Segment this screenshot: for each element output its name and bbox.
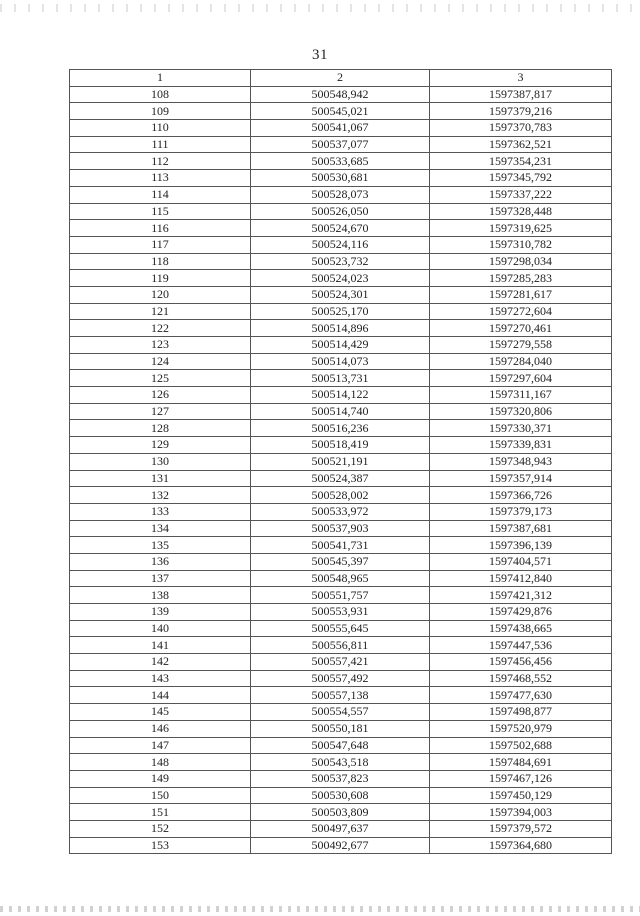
table-row: [70, 270, 612, 287]
y-coordinate-cell: 1597370,783: [430, 120, 612, 137]
y-coordinate-cell: 1597394,003: [430, 804, 612, 821]
y-coordinate-cell: 1597456,456: [430, 654, 612, 671]
y-coordinate-cell: 1597320,806: [430, 403, 612, 420]
x-coordinate-cell: 500533,972: [251, 503, 430, 520]
x-coordinate-cell: 500547,648: [251, 737, 430, 754]
x-coordinate-cell: 500543,518: [251, 754, 430, 771]
y-coordinate-cell: 1597387,681: [430, 520, 612, 537]
table-row: [70, 837, 612, 854]
point-number-cell: 141: [70, 637, 251, 654]
point-number-cell: 148: [70, 754, 251, 771]
table-row: [70, 620, 612, 637]
point-number-cell: 136: [70, 553, 251, 570]
point-number-cell: 131: [70, 470, 251, 487]
table-row: [70, 520, 612, 537]
y-coordinate-cell: 1597298,034: [430, 253, 612, 270]
table-row: [70, 387, 612, 404]
point-number-cell: 114: [70, 186, 251, 203]
scan-artifact-bottom: [0, 906, 640, 912]
table-row: [70, 787, 612, 804]
y-coordinate-cell: 1597387,817: [430, 86, 612, 103]
y-coordinate-cell: 1597319,625: [430, 220, 612, 237]
table-row: [70, 770, 612, 787]
y-coordinate-cell: 1597348,943: [430, 453, 612, 470]
table-row: [70, 103, 612, 120]
scan-artifact-top: [0, 4, 640, 12]
y-coordinate-cell: 1597450,129: [430, 787, 612, 804]
point-number-cell: 132: [70, 487, 251, 504]
table-row: [70, 337, 612, 354]
point-number-cell: 113: [70, 170, 251, 187]
point-number-cell: 150: [70, 787, 251, 804]
x-coordinate-cell: 500524,387: [251, 470, 430, 487]
y-coordinate-cell: 1597311,167: [430, 387, 612, 404]
point-number-cell: 129: [70, 437, 251, 454]
table-row: [70, 687, 612, 704]
x-coordinate-cell: 500548,965: [251, 570, 430, 587]
y-coordinate-cell: 1597502,688: [430, 737, 612, 754]
y-coordinate-cell: 1597362,521: [430, 136, 612, 153]
y-coordinate-cell: 1597498,877: [430, 704, 612, 721]
x-coordinate-cell: 500555,645: [251, 620, 430, 637]
x-coordinate-cell: 500492,677: [251, 837, 430, 854]
table-row: [70, 654, 612, 671]
x-coordinate-cell: 500497,637: [251, 820, 430, 837]
table-row: [70, 420, 612, 437]
x-coordinate-cell: 500530,681: [251, 170, 430, 187]
x-coordinate-cell: 500528,002: [251, 487, 430, 504]
point-number-cell: 112: [70, 153, 251, 170]
y-coordinate-cell: 1597310,782: [430, 236, 612, 253]
table-row: [70, 353, 612, 370]
column-header-3: 3: [430, 70, 612, 87]
table-row: [70, 170, 612, 187]
point-number-cell: 122: [70, 320, 251, 337]
point-number-cell: 147: [70, 737, 251, 754]
point-number-cell: 116: [70, 220, 251, 237]
point-number-cell: 145: [70, 704, 251, 721]
x-coordinate-cell: 500557,421: [251, 654, 430, 671]
table-row: [70, 670, 612, 687]
x-coordinate-cell: 500518,419: [251, 437, 430, 454]
y-coordinate-cell: 1597270,461: [430, 320, 612, 337]
point-number-cell: 143: [70, 670, 251, 687]
x-coordinate-cell: 500528,073: [251, 186, 430, 203]
x-coordinate-cell: 500526,050: [251, 203, 430, 220]
point-number-cell: 138: [70, 587, 251, 604]
x-coordinate-cell: 500523,732: [251, 253, 430, 270]
table-row: [70, 754, 612, 771]
table-row: [70, 86, 612, 103]
y-coordinate-cell: 1597330,371: [430, 420, 612, 437]
y-coordinate-cell: 1597366,726: [430, 487, 612, 504]
point-number-cell: 117: [70, 236, 251, 253]
table-row: [70, 587, 612, 604]
point-number-cell: 118: [70, 253, 251, 270]
y-coordinate-cell: 1597447,536: [430, 637, 612, 654]
x-coordinate-cell: 500503,809: [251, 804, 430, 821]
point-number-cell: 128: [70, 420, 251, 437]
point-number-cell: 135: [70, 537, 251, 554]
table-row: [70, 570, 612, 587]
y-coordinate-cell: 1597297,604: [430, 370, 612, 387]
point-number-cell: 123: [70, 337, 251, 354]
table-row: [70, 720, 612, 737]
x-coordinate-cell: 500548,942: [251, 86, 430, 103]
column-header-2: 2: [251, 70, 430, 87]
table-row: [70, 604, 612, 621]
table-row: [70, 286, 612, 303]
x-coordinate-cell: 500545,397: [251, 553, 430, 570]
table-row: [70, 120, 612, 137]
x-coordinate-cell: 500516,236: [251, 420, 430, 437]
y-coordinate-cell: 1597429,876: [430, 604, 612, 621]
point-number-cell: 133: [70, 503, 251, 520]
table-body: [70, 86, 612, 854]
point-number-cell: 124: [70, 353, 251, 370]
point-number-cell: 144: [70, 687, 251, 704]
y-coordinate-cell: 1597421,312: [430, 587, 612, 604]
table-row: [70, 136, 612, 153]
point-number-cell: 153: [70, 837, 251, 854]
column-header-1: 1: [70, 70, 251, 87]
x-coordinate-cell: 500550,181: [251, 720, 430, 737]
y-coordinate-cell: 1597272,604: [430, 303, 612, 320]
y-coordinate-cell: 1597337,222: [430, 186, 612, 203]
y-coordinate-cell: 1597364,680: [430, 837, 612, 854]
table-row: [70, 403, 612, 420]
y-coordinate-cell: 1597354,231: [430, 153, 612, 170]
point-number-cell: 130: [70, 453, 251, 470]
x-coordinate-cell: 500545,021: [251, 103, 430, 120]
point-number-cell: 108: [70, 86, 251, 103]
point-number-cell: 139: [70, 604, 251, 621]
x-coordinate-cell: 500553,931: [251, 604, 430, 621]
y-coordinate-cell: 1597285,283: [430, 270, 612, 287]
table-row: [70, 804, 612, 821]
y-coordinate-cell: 1597284,040: [430, 353, 612, 370]
point-number-cell: 134: [70, 520, 251, 537]
y-coordinate-cell: 1597339,831: [430, 437, 612, 454]
y-coordinate-cell: 1597281,617: [430, 286, 612, 303]
point-number-cell: 127: [70, 403, 251, 420]
x-coordinate-cell: 500524,301: [251, 286, 430, 303]
point-number-cell: 121: [70, 303, 251, 320]
x-coordinate-cell: 500557,138: [251, 687, 430, 704]
y-coordinate-cell: 1597467,126: [430, 770, 612, 787]
y-coordinate-cell: 1597379,173: [430, 503, 612, 520]
table-row: [70, 236, 612, 253]
x-coordinate-cell: 500521,191: [251, 453, 430, 470]
table-row: [70, 820, 612, 837]
table-row: [70, 503, 612, 520]
y-coordinate-cell: 1597279,558: [430, 337, 612, 354]
table-row: [70, 737, 612, 754]
x-coordinate-cell: 500537,903: [251, 520, 430, 537]
x-coordinate-cell: 500537,823: [251, 770, 430, 787]
point-number-cell: 111: [70, 136, 251, 153]
x-coordinate-cell: 500541,731: [251, 537, 430, 554]
table-row: [70, 553, 612, 570]
point-number-cell: 146: [70, 720, 251, 737]
x-coordinate-cell: 500514,073: [251, 353, 430, 370]
table-row: [70, 186, 612, 203]
y-coordinate-cell: 1597484,691: [430, 754, 612, 771]
point-number-cell: 149: [70, 770, 251, 787]
table-row: [70, 470, 612, 487]
x-coordinate-cell: 500556,811: [251, 637, 430, 654]
y-coordinate-cell: 1597328,448: [430, 203, 612, 220]
y-coordinate-cell: 1597379,216: [430, 103, 612, 120]
x-coordinate-cell: 500513,731: [251, 370, 430, 387]
point-number-cell: 151: [70, 804, 251, 821]
point-number-cell: 137: [70, 570, 251, 587]
y-coordinate-cell: 1597396,139: [430, 537, 612, 554]
x-coordinate-cell: 500524,023: [251, 270, 430, 287]
y-coordinate-cell: 1597438,665: [430, 620, 612, 637]
point-number-cell: 109: [70, 103, 251, 120]
table-row: [70, 453, 612, 470]
x-coordinate-cell: 500541,067: [251, 120, 430, 137]
y-coordinate-cell: 1597520,979: [430, 720, 612, 737]
y-coordinate-cell: 1597468,552: [430, 670, 612, 687]
x-coordinate-cell: 500524,670: [251, 220, 430, 237]
point-number-cell: 110: [70, 120, 251, 137]
coordinates-table: [69, 69, 612, 854]
table-header-row: [70, 70, 612, 87]
x-coordinate-cell: 500533,685: [251, 153, 430, 170]
x-coordinate-cell: 500557,492: [251, 670, 430, 687]
table-row: [70, 437, 612, 454]
table-row: [70, 203, 612, 220]
x-coordinate-cell: 500514,122: [251, 387, 430, 404]
table-row: [70, 220, 612, 237]
y-coordinate-cell: 1597477,630: [430, 687, 612, 704]
table-row: [70, 153, 612, 170]
y-coordinate-cell: 1597379,572: [430, 820, 612, 837]
point-number-cell: 126: [70, 387, 251, 404]
table-row: [70, 370, 612, 387]
table-row: [70, 637, 612, 654]
table-row: [70, 487, 612, 504]
x-coordinate-cell: 500530,608: [251, 787, 430, 804]
x-coordinate-cell: 500514,740: [251, 403, 430, 420]
x-coordinate-cell: 500524,116: [251, 236, 430, 253]
table-row: [70, 320, 612, 337]
table-row: [70, 303, 612, 320]
point-number-cell: 120: [70, 286, 251, 303]
point-number-cell: 140: [70, 620, 251, 637]
point-number-cell: 142: [70, 654, 251, 671]
point-number-cell: 125: [70, 370, 251, 387]
x-coordinate-cell: 500514,896: [251, 320, 430, 337]
x-coordinate-cell: 500514,429: [251, 337, 430, 354]
x-coordinate-cell: 500554,557: [251, 704, 430, 721]
y-coordinate-cell: 1597345,792: [430, 170, 612, 187]
table-row: [70, 253, 612, 270]
y-coordinate-cell: 1597404,571: [430, 553, 612, 570]
y-coordinate-cell: 1597357,914: [430, 470, 612, 487]
x-coordinate-cell: 500551,757: [251, 587, 430, 604]
point-number-cell: 152: [70, 820, 251, 837]
page-number: 31: [312, 47, 328, 63]
y-coordinate-cell: 1597412,840: [430, 570, 612, 587]
table-row: [70, 537, 612, 554]
point-number-cell: 115: [70, 203, 251, 220]
point-number-cell: 119: [70, 270, 251, 287]
x-coordinate-cell: 500537,077: [251, 136, 430, 153]
x-coordinate-cell: 500525,170: [251, 303, 430, 320]
table-row: [70, 704, 612, 721]
